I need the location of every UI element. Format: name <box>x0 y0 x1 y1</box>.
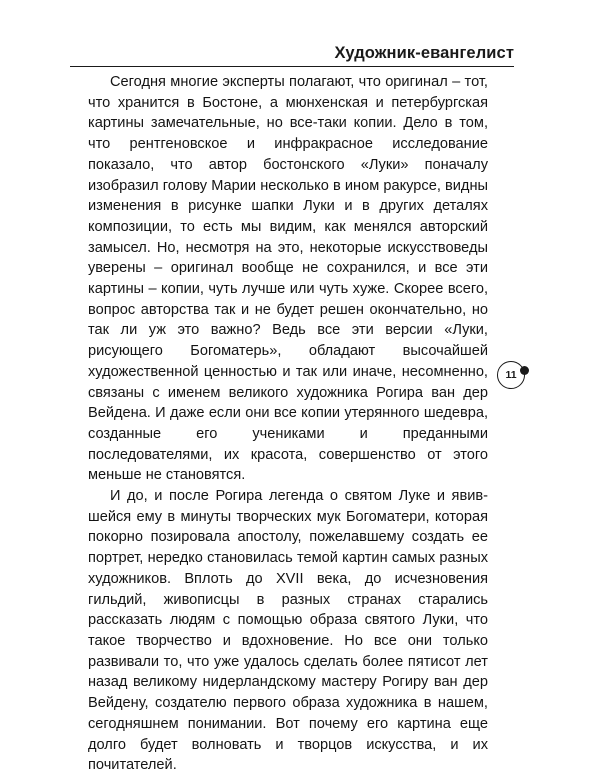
paragraph-2: И до, и после Рогира легенда о святом Луке и явившейся ему в минуты творческих мук Богоматери, которая покорно позировала апостолу, пожелавшему создать ее портрет, нередко становилась темой картин самых разных художников. Вплоть до XVII века, до исчезновения гильдий, живописцы в разных странах старались рассказать людям с помощью образа святого Луки, что такое творчество и вдохновение. Но все они только развивали то, что уже удалось сделать более пятисот лет назад великому нидерландскому мастеру Рогиру ван дер Вейдену, создателю первого образа художника в нашем, сегодняшнем понимании. Вот почему его картина еще долго будет волновать и творцов искусства, и их почитателей. <box>88 488 488 774</box>
page-marker-dot-icon <box>520 366 529 375</box>
paragraph-1: Сегодня многие эксперты полагают, что оригинал – тот, что хранится в Бостоне, а мюнхенская и петербургская картины замечательные, но все-таки копии. Дело в том, что рентгеновское и инфракрасное исследование показало, что автор бостонского «Луки» поначалу изобразил голову Марии несколько в ином ракурсе, видны изменения в рисунке шапки Луки и в других деталях композиции, то есть мы видим, как менялся авторский замысел. Но, несмотря на это, некоторые искусствоведы уверены – оригинал вообще не сохранился, и все эти картины – копии, чуть лучше или чуть хуже. Скорее всего, вопрос авторства так и не будет решен окончательно, но так ли уж это важно? Ведь все эти версии «Луки, рисующего Богоматерь», обладают высочайшей художественной ценностью и так или иначе, несомненно, связаны с именем великого художника Рогира ван дер Вейдена. И даже если они все копии утерянного шедевра, созданные его учениками и преданными последователями, их красота, совершенство от этого меньше не становятся. <box>88 74 488 484</box>
running-header-title: Художник-евангелист <box>334 44 514 62</box>
running-header <box>70 40 514 67</box>
page-number-badge <box>497 361 525 389</box>
page-number: 11 <box>505 369 517 381</box>
body-text <box>88 72 488 776</box>
